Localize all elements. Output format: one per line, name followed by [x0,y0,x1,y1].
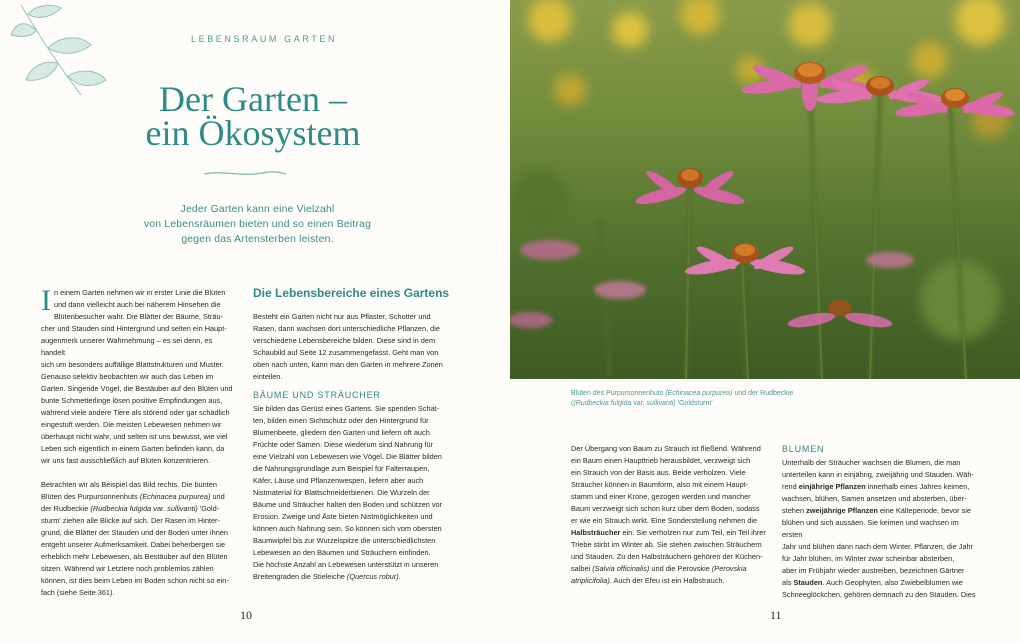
text-run-italic: atriplicifolia) [571,576,610,585]
text-line: ein Strauch von der Basis aus. Beide verholzen. Viele [571,468,746,477]
text-line: Lebewesen an den Bäumen und Sträuchern einfinden. [253,548,431,557]
text-line: Schaubild auf Seite 12 zusammengefasst. Geht man von [253,348,439,357]
text-line: eingestuft werden. Die meisten Lebewesen nehmen wir [41,420,222,429]
subheading-baeume: BÄUME UND STRÄUCHER [253,390,381,400]
text-line: Käfer, Läuse und Pflanzenwespen, liefern aber auch [253,476,424,485]
text-line: Betrachten wir als Beispiel das Bild rechts. Die bunten [41,480,217,489]
text-run-bold: zweijährige Pflanzen [806,506,878,515]
text-line: Unterhalb der Sträucher wachsen die Blumen, die man [782,458,961,467]
caption-line [571,389,821,399]
leaf-icon [6,0,116,100]
text-line: Garten. Singende Vögel, die Bestäuber auf den Blüten und [41,384,233,393]
text-run: eine Kälteperiode, bevor sie [877,506,972,515]
text-run: innerhalb eines Jahres keimen, [865,482,970,491]
text-line: Bäume und Sträucher halten den Boden und schützen vor [253,500,443,509]
text-line: bunte Schmetterlinge lösen positive Empfindungen aus, [41,396,223,405]
text-run: als [782,578,794,587]
text-line: sitzen. Während wir Letztere noch problemlos zählen [41,564,214,573]
subheading-blumen: BLUMEN [782,444,825,454]
text-run: Blüten des Purpursonnenhuts [41,492,140,501]
text-line: sturm' ziehen alle Blicke auf sich. Der Rasen im Hinter- [41,516,220,525]
text-run: 'Goldsturm' [675,400,713,407]
text-line [571,527,767,539]
text-run-bold: einjährige Pflanzen [798,482,866,491]
flourish-icon [202,168,288,178]
text-line: Blumenbeete, gliedern den Garten und liefern oft auch [253,428,430,437]
text-run: und [210,492,225,501]
text-line [782,481,980,493]
text-run-italic: (Rudbeckia fulgida [573,400,632,407]
text-line: ein Baum einen Haupttrieb herausbildet, verzweigt sich [571,456,751,465]
text-line: und dann vielleicht auch bei näherem Hinsehen die [54,300,221,309]
text-line [41,491,238,503]
text-line: während viele andere Tiere als störend oder gar schädlich [41,408,230,417]
text-run: var. [151,504,168,513]
text-line: er wie ein Strauch wirkt. Eine Sonderstellung nehmen die [571,516,758,525]
flower-photo [510,0,1020,379]
text-line: eine Vielzahl von Lebewesen wie Vögel. Die Blätter bilden [253,452,442,461]
text-run-italic: (Perovskia [711,564,747,573]
paragraph-baeume [253,403,447,571]
text-run: . Auch der Efeu ist ein Halbstrauch. [609,576,725,585]
text-line: die Nahrungsgrundlage zum Beispiel für Falterraupen, [253,464,430,473]
text-line: Rasen, dann wachsen dort unterschiedliche Pflanzen, die [253,324,440,333]
text-line: fach (siehe Seite 361). [41,588,115,597]
text-run-italic: sullivanti) [646,400,676,407]
text-line: grund, die Blätter der Stauden und der Boden unter ihnen [41,528,228,537]
text-line: für Jahr blühen, im Winter zwar scheinbar absterben, [782,554,955,563]
paragraph-1 [41,284,238,467]
paragraph-2-rest [41,515,238,599]
text-line: augenmerk unserer Wahrnehmung – es sei denn, es handelt [41,336,213,357]
text-line: Blütenbesucher wahr. Die Blätter der Bäume, Sträu- [54,312,223,321]
text-line [253,571,447,583]
text-line: überhaupt nicht wahr, und selten ist uns bewusst, wie viel [41,432,228,441]
text-line: Die höchste Anzahl an Lebewesen unterstützt in unseren [253,560,439,569]
text-line: Sträucher können in Baumform, also mit einem Haupt- [571,480,749,489]
text-run-italic: (Quercus robur) [346,572,399,581]
text-line: verschiedene Lebensbereiche bilden. Diese sind in dem [253,336,436,345]
text-run-bold: Stauden [793,578,823,587]
text-column-4 [782,443,980,601]
lead-line: gegen das Artensterben leisten. [181,234,334,245]
section-kicker: LEBENSRAUM GARTEN [191,34,338,44]
text-line: Leben sich eigentlich in einem Garten befinden kann, da [41,444,225,453]
page-number-right: 11 [770,608,782,622]
text-line: cher und Stauden sind Hintergrund und selten ein Haupt- [41,324,227,333]
text-run: . Auch Geophyten, also Zwiebelblumen wie [822,578,963,587]
text-run-italic: (Echinacea purpurea) [665,390,733,397]
page-number-left: 10 [240,608,252,622]
text-run-italic: (Rudbeckia fulgida [90,504,152,513]
text-line: oben nach unten, kann man den Garten in mehrere Zonen [253,360,443,369]
text-line: können, ist dies beim Leben im Boden schon nicht so ein- [41,576,229,585]
lead-line: Jeder Garten kann eine Vielzahl [180,204,335,215]
text-line [571,563,767,575]
text-line: Triebe stirbt im Winter ab. Sie stehen zwischen Sträuchern [571,540,762,549]
text-line [571,575,767,587]
text-column-3 [571,443,767,587]
text-run: Blüten des Purpursonnenhuts [571,390,666,397]
text-run: stehen [782,506,807,515]
text-line: können auch Nahrung sein. So können sich vom obersten [253,524,442,533]
text-line: einteilen. [253,372,283,381]
text-run: . [398,572,401,581]
drop-cap: I [41,284,51,317]
section-heading: Die Lebensbereiche eines Gartens [253,286,450,300]
text-line [782,505,980,517]
text-run: var. [631,400,647,407]
text-line: wir uns fast ausschließlich auf Blüten konzentrieren. [41,456,210,465]
lead-text [125,202,390,247]
text-line: wachsen, blühen, Samen ansetzen und absterben, über- [782,494,967,503]
lead-line: von Lebensräumen bieten und so einen Beitrag [143,219,372,230]
title-line-1: Der Garten – [159,79,347,119]
text-run: Breitengraden die Stieleiche [253,572,347,581]
text-line: n einem Garten nehmen wir in erster Linie die Blüten [54,288,226,297]
text-line [41,503,238,515]
text-line: ten, bilden einen Sichtschutz oder den Hintergrund für [253,416,429,425]
text-line: Besteht ein Garten nicht nur aus Pflaster, Schotter und [253,312,431,321]
text-line: Nistmaterial für Blattschneiderbienen. Die Wurzeln der [253,488,430,497]
text-line: Sie bilden das Gerüst eines Gartens. Sie spenden Schat- [253,404,440,413]
text-line: stamm und einer Krone, gezogen werden und mancher [571,492,751,501]
text-run: und die Perovskie [649,564,712,573]
text-line: Baumwipfel bis zur Wurzelspitze die unterschiedlichsten [253,536,436,545]
text-line: aber im Frühjahr wieder austreiben, bezeichnen Gärtner [782,566,965,575]
title-line-2: ein Ökosystem [145,113,361,153]
paragraph-2 [41,479,238,599]
text-run: rend [782,482,799,491]
text-line: erheblich mehr Lebewesen, als Bestäuber auf den Blüten [41,552,228,561]
text-column-2 [253,311,447,583]
text-line: unterteilen kann in einjährig, zweijährig und Stauden. Wäh- [782,470,974,479]
text-run-italic: sullivanti) [167,504,198,513]
text-line: Jahr und blühen dann nach dem Winter. Pflanzen, die Jahr [782,542,974,551]
text-line: entgeht unserer Aufmerksamkeit. Dabei beherbergen sie [41,540,226,549]
text-run-bold: Halbsträucher [571,528,621,537]
paragraph-stauden [782,517,980,577]
text-line: und Stauden. Zu den Halbsträuchern gehören der Küchen- [571,552,763,561]
text-run: 'Gold- [197,504,220,513]
text-column-1 [41,284,238,599]
paragraph-halbstraeucher [571,443,767,527]
photo-caption [571,389,821,409]
text-run: ein. Sie verholzen nur zum Teil, ein Teil ihrer [620,528,766,537]
text-line: Schneeglöckchen, gehören demnach zu den Stauden. Dies [782,590,976,599]
text-line: Genauso selektiv beobachten wir auch das Leben im [41,372,214,381]
text-line: Der Übergang von Baum zu Strauch ist fließend. Während [571,444,761,453]
text-line [782,577,980,589]
text-line: blühen und sich aussäen. Sie keimen und wachsen im ersten [782,518,959,539]
text-run: salbei [571,564,593,573]
text-line: sich um besonders auffällige Blattstrukturen und Muster. [41,360,224,369]
caption-line: ((Rudbeckia fulgida var. sullivanti) 'Goldsturm' [571,400,713,407]
page-title [118,79,388,153]
text-run-italic: (Salvia officinalis) [592,564,650,573]
text-run: der Rudbeckie [41,504,91,513]
paragraph-intro [253,311,447,383]
text-line: Früchte oder Samen. Diese wiederum sind Nahrung für [253,440,434,449]
text-run-italic: (Echinacea purpurea) [139,492,211,501]
text-line: Baum verzweigt sich schon kurz über dem Boden, sodass [571,504,760,513]
text-line: Erosion. Zweige und Äste bieten Nistmöglichkeiten und [253,512,433,521]
paragraph-cont [571,539,767,563]
text-run: und der Rudbeckie [732,390,794,397]
